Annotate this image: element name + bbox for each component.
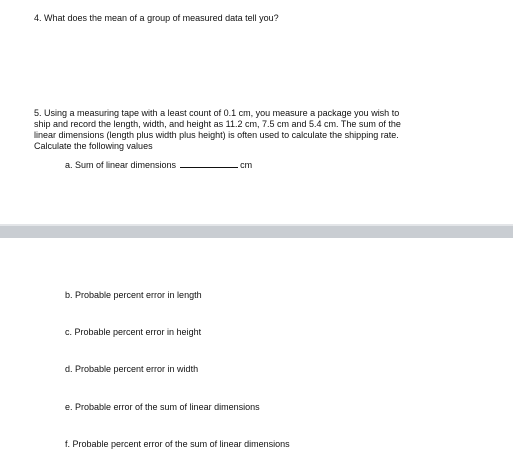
part-b: b. Probable percent error in length <box>65 290 202 300</box>
part-a-unit: cm <box>240 160 253 170</box>
page-break <box>0 226 513 238</box>
question-5-line-4: Calculate the following values <box>34 141 153 151</box>
part-e: e. Probable error of the sum of linear dimensions <box>65 402 260 412</box>
part-d: d. Probable percent error in width <box>65 364 199 374</box>
answer-blank[interactable] <box>180 159 238 168</box>
question-4: 4. What does the mean of a group of measured data tell you? <box>34 13 279 23</box>
page-top <box>0 0 513 226</box>
question-5-line-2: ship and record the length, width, and height as 11.2 cm, 7.5 cm and 5.4 cm. The sum of the <box>34 119 401 129</box>
part-c: c. Probable percent error in height <box>65 327 202 337</box>
part-a <box>65 159 252 171</box>
question-5 <box>34 108 401 152</box>
part-f: f. Probable percent error of the sum of linear dimensions <box>65 439 290 449</box>
page-bottom <box>0 238 513 466</box>
part-a-label: a. Sum of linear dimensions <box>65 160 177 170</box>
question-5-line-3: linear dimensions (length plus width plus height) is often used to calculate the shipping rate. <box>34 130 399 140</box>
question-5-line-1: 5. Using a measuring tape with a least count of 0.1 cm, you measure a package you wish to <box>34 108 400 118</box>
